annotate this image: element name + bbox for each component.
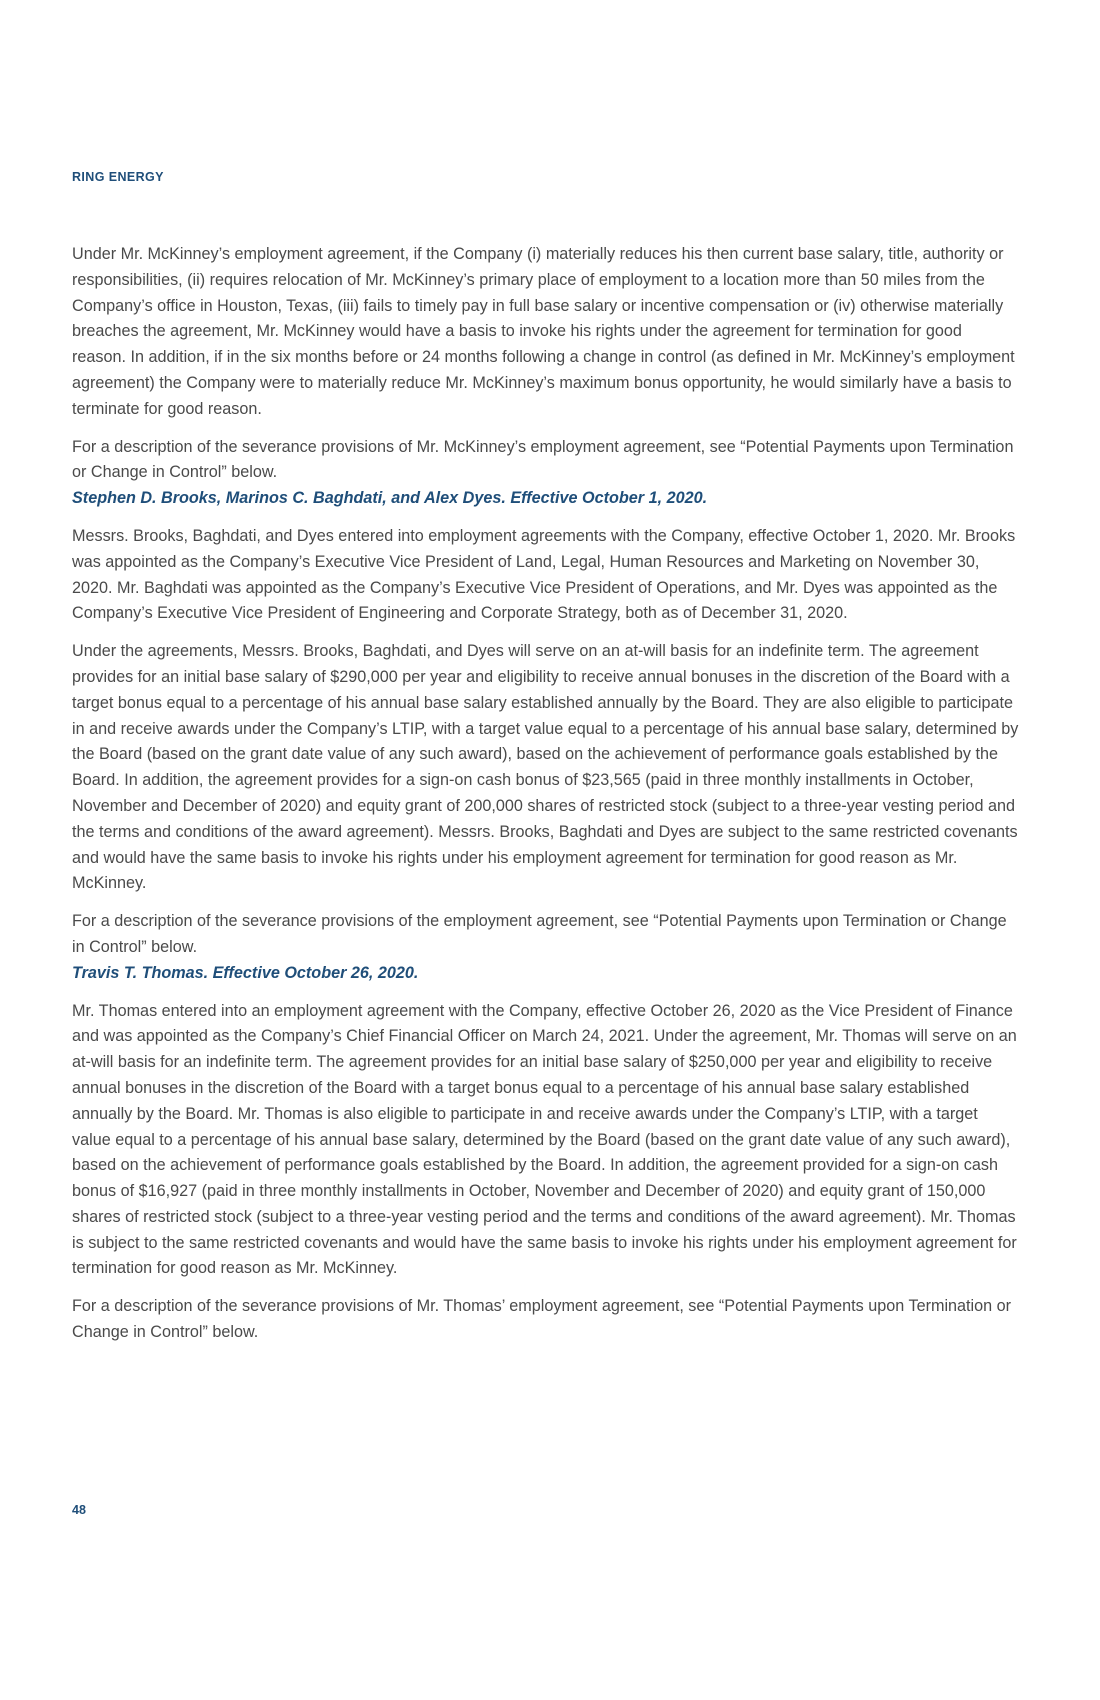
paragraph-mckinney-severance-ref: For a description of the severance provisions of Mr. McKinney’s employment agreement, see “Potential Payments upon Termination or Change in Control” below. bbox=[72, 437, 1014, 482]
paragraph-brooks-baghdati-dyes-appointment: Messrs. Brooks, Baghdati, and Dyes entered into employment agreements with the Company, effective October 1, 2020. Mr. Brooks was appointed as the Company’s Executive Vice President of Land, Legal, Human Resources and Marketing on November 30, 2020. Mr. Baghdati was appointed as the Company’s Executive Vice President of Operations, and Mr. Dyes was appointed as the Company’s Executive Vice President of Engineering and Corporate Strategy, both as of December 31, 2020. bbox=[72, 526, 1016, 623]
page-number: 48 bbox=[72, 1503, 86, 1517]
paragraph-employment-severance-ref: For a description of the severance provisions of the employment agreement, see “Potential Payments upon Termination or Change in Control” below. bbox=[72, 912, 1007, 956]
paragraph-brooks-baghdati-dyes-terms: Under the agreements, Messrs. Brooks, Baghdati, and Dyes will serve on an at-will basis for an indefinite term. The agreement provides for an initial base salary of $290,000 per year and eligibility to receive annual bonuses in the discretion of the Board with a target bonus equal to a percentage of his annual base salary established annually by the Board. They are also eligible to participate in and receive awards under the Company’s LTIP, with a target value equal to a percentage of his annual base salary, determined by the Board (based on the grant date value of any such award), based on the achievement of performance goals established by the Board. In addition, the agreement provides for a sign-on cash bonus of $23,565 (paid in three monthly installments in October, November and December of 2020) and equity grant of 200,000 shares of restricted stock (subject to a three-year vesting period and the terms and conditions of the award agreement). Messrs. Brooks, Baghdati and Dyes are subject to the same restricted covenants and would have the same basis to invoke his rights under his employment agreement for termination for good reason as Mr. McKinney. bbox=[72, 642, 1019, 893]
document-body bbox=[72, 242, 1020, 1346]
paragraph-thomas-terms: Mr. Thomas entered into an employment agreement with the Company, effective October 26, 2020 as the Vice President of Finance and was appointed as the Company’s Chief Financial Officer on March 24, 2021. Under the agreement, Mr. Thomas will serve on an at-will basis for an indefinite term. The agreement provides for an initial base salary of $250,000 per year and eligibility to receive annual bonuses in the discretion of the Board with a target bonus equal to a percentage of his annual base salary established annually by the Board. Mr. Thomas is also eligible to participate in and receive awards under the Company’s LTIP, with a target value equal to a percentage of his annual base salary, determined by the Board (based on the grant date value of any such award), based on the achievement of performance goals established by the Board. In addition, the agreement provided for a sign-on cash bonus of $16,927 (paid in three monthly installments in October, November and December of 2020) and equity grant of 150,000 shares of restricted stock (subject to a three-year vesting period and the terms and conditions of the award agreement). Mr. Thomas is subject to the same restricted covenants and would have the same basis to invoke his rights under his employment agreement for termination for good reason as Mr. McKinney. bbox=[72, 1001, 1017, 1278]
section-heading-brooks-baghdati-dyes: Stephen D. Brooks, Marinos C. Baghdati, and Alex Dyes. Effective October 1, 2020. bbox=[72, 489, 708, 508]
paragraph-mckinney-good-reason: Under Mr. McKinney’s employment agreement, if the Company (i) materially reduces his then current base salary, title, authority or responsibilities, (ii) requires relocation of Mr. McKinney’s primary place of employment to a location more than 50 miles from the Company’s office in Houston, Texas, (iii) fails to timely pay in full base salary or incentive compensation or (iv) otherwise materially breaches the agreement, Mr. McKinney would have a basis to invoke his rights under the agreement for termination for good reason. In addition, if in the six months before or 24 months following a change in control (as defined in Mr. McKinney’s employment agreement) the Company were to materially reduce Mr. McKinney’s maximum bonus opportunity, he would similarly have a basis to terminate for good reason. bbox=[72, 245, 1015, 418]
running-header: RING ENERGY bbox=[72, 170, 164, 184]
section-heading-thomas: Travis T. Thomas. Effective October 26, 2020. bbox=[72, 963, 419, 982]
paragraph-thomas-severance-ref: For a description of the severance provisions of Mr. Thomas’ employment agreement, see “Potential Payments upon Termination or Change in Control” below. bbox=[72, 1297, 1012, 1342]
